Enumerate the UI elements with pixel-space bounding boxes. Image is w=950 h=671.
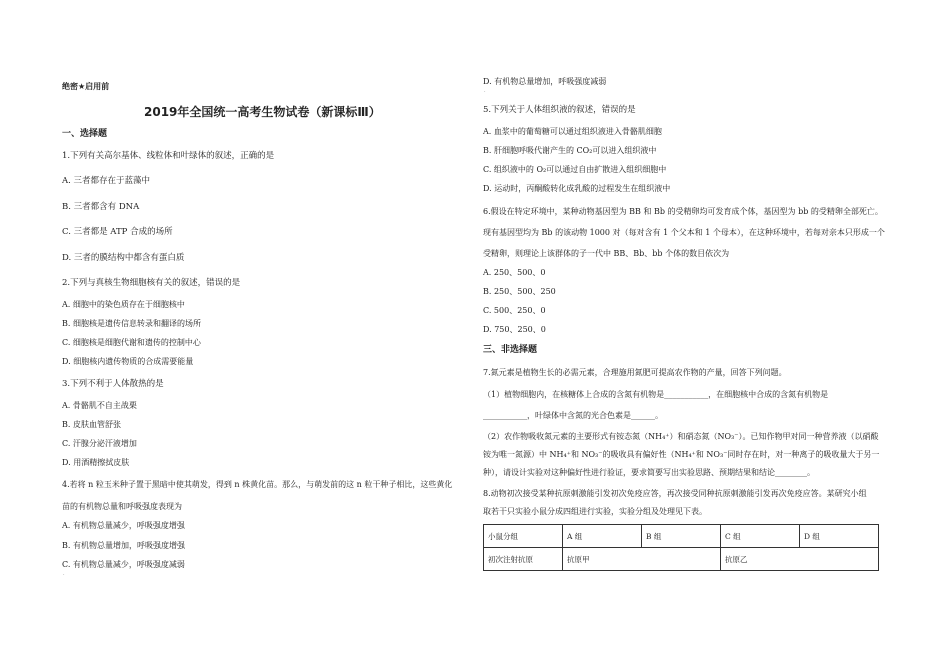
option-b[interactable]: B. 细胞核是遗传信息转录和翻译的场所 [62, 319, 201, 328]
option-c[interactable]: C. 汗腺分泌汗液增加 [62, 439, 137, 448]
question-stem-line-2: 苗的有机物总量和呼吸强度表现为 [62, 502, 182, 511]
question-stem: 1.下列有关高尔基体、线粒体和叶绿体的叙述，正确的是 [62, 151, 275, 161]
option-d[interactable]: D. 用酒精擦拭皮肤 [62, 458, 130, 467]
option-b[interactable]: B. 皮肤血管舒张 [62, 420, 121, 429]
question-part-line: 铵为唯一氮源）中 NH₄⁺和 NO₃⁻的吸收具有偏好性（NH₄⁺和 NO₃⁻同时存在时，对一种离子的吸收量大于另一 [483, 450, 880, 459]
option-d[interactable]: D. 三者的膜结构中都含有蛋白质 [62, 253, 185, 263]
option-c[interactable]: C. 三者都是 ATP 合成的场所 [62, 227, 173, 237]
experiment-table [483, 524, 879, 571]
option-a[interactable]: A. 骨骼肌不自主战栗 [62, 401, 137, 410]
option-c[interactable]: C. 细胞核是细胞代谢和遗传的控制中心 [62, 338, 201, 347]
question-stem: 7.氮元素是植物生长的必需元素，合理施用氮肥可提高农作物的产量，回答下列问题。 [483, 368, 787, 377]
table-cell: B 组 [642, 525, 721, 548]
table-row [484, 548, 879, 571]
option-c[interactable]: C. 有机物总量减少，呼吸强度减弱 [62, 560, 185, 569]
exam-title: 2019年全国统一高考生物试卷（新课标Ⅲ） [144, 105, 381, 119]
page-dot-mark: · [63, 572, 65, 578]
table-row [484, 525, 879, 548]
option-a[interactable]: A. 三者都存在于蓝藻中 [62, 176, 151, 186]
option-d[interactable]: D. 750、250、0 [483, 325, 546, 334]
question-stem-line-1: 6.假设在特定环境中，某种动物基因型为 BB 和 Bb 的受精卵均可发育成个体，基因型为 bb 的受精卵全部死亡。 [483, 207, 883, 216]
option-c[interactable]: C. 组织液中的 O₂可以通过自由扩散进入组织细胞中 [483, 165, 667, 174]
section-3-heading: 三、非选择题 [483, 345, 538, 355]
question-stem: 2.下列与真核生物细胞核有关的叙述，错误的是 [62, 278, 241, 288]
option-b[interactable]: B. 250、500、250 [483, 287, 556, 296]
option-b[interactable]: B. 有机物总量增加，呼吸强度增强 [62, 541, 185, 550]
question-part-line: 种），请设计实验对这种偏好性进行验证，要求简要写出实验思路、预期结果和结论________。 [483, 468, 815, 477]
option-b[interactable]: B. 肝细胞呼吸代谢产生的 CO₂可以进入组织液中 [483, 146, 657, 155]
question-stem-line-2: 现有基因型均为 Bb 的该动物 1000 对（每对含有 1 个父本和 1 个母本），在这种环境中，若每对亲本只形成一个 [483, 228, 885, 237]
page-dot-mark: · [484, 89, 486, 95]
question-stem-line-1: 8.动物初次接受某种抗原刺激能引发初次免疫应答，再次接受同种抗原刺激能引发再次免疫应答。某研究小组 [483, 489, 867, 498]
question-stem-line-3: 受精卵，则理论上该群体的子一代中 BB、Bb、bb 个体的数目依次为 [483, 249, 730, 258]
option-c[interactable]: C. 500、250、0 [483, 306, 546, 315]
table-cell: C 组 [721, 525, 800, 548]
table-cell: A 组 [563, 525, 642, 548]
question-stem-line-2: 取若干只实验小鼠分成四组进行实验，实验分组及处理见下表。 [483, 507, 707, 516]
option-a[interactable]: A. 血浆中的葡萄糖可以通过组织液进入骨骼肌细胞 [483, 127, 662, 136]
option-b[interactable]: B. 三者都含有 DNA [62, 202, 140, 212]
section-1-heading: 一、选择题 [62, 129, 108, 139]
question-stem-line-1: 4.若将 n 粒玉米种子置于黑暗中使其萌发，得到 n 株黄化苗。那么，与萌发前的这 n 粒干种子相比，这些黄化 [62, 480, 453, 489]
option-d[interactable]: D. 细胞核内遗传物质的合成需要能量 [62, 357, 194, 366]
table-cell: 抗原甲 [563, 548, 721, 571]
q4-option-d[interactable]: D. 有机物总量增加，呼吸强度减弱 [483, 77, 607, 86]
question-part-line: （1）植物细胞内，在核糖体上合成的含氮有机物是___________，在细胞核中合成的含氮有机物是 [483, 390, 829, 399]
table-cell: 小鼠分组 [484, 525, 563, 548]
table-cell: D 组 [800, 525, 879, 548]
table-cell: 初次注射抗原 [484, 548, 563, 571]
question-part-line: ___________，叶绿体中含氮的光合色素是______。 [483, 411, 663, 420]
option-d[interactable]: D. 运动时，丙酮酸转化成乳酸的过程发生在组织液中 [483, 184, 671, 193]
question-part-line: （2）农作物吸收氮元素的主要形式有铵态氮（NH₄⁺）和硝态氮（NO₃⁻）。已知作物甲对同一种营养液（以硝酸 [483, 432, 879, 441]
question-stem: 5.下列关于人体组织液的叙述，错误的是 [483, 105, 636, 115]
table-cell: 抗原乙 [721, 548, 879, 571]
option-a[interactable]: A. 有机物总量减少，呼吸强度增强 [62, 521, 185, 530]
option-a[interactable]: A. 250、500、0 [483, 268, 546, 277]
option-a[interactable]: A. 细胞中的染色质存在于细胞核中 [62, 300, 185, 309]
question-stem: 3.下列不利于人体散热的是 [62, 379, 164, 389]
secret-header: 绝密★启用前 [62, 82, 110, 91]
